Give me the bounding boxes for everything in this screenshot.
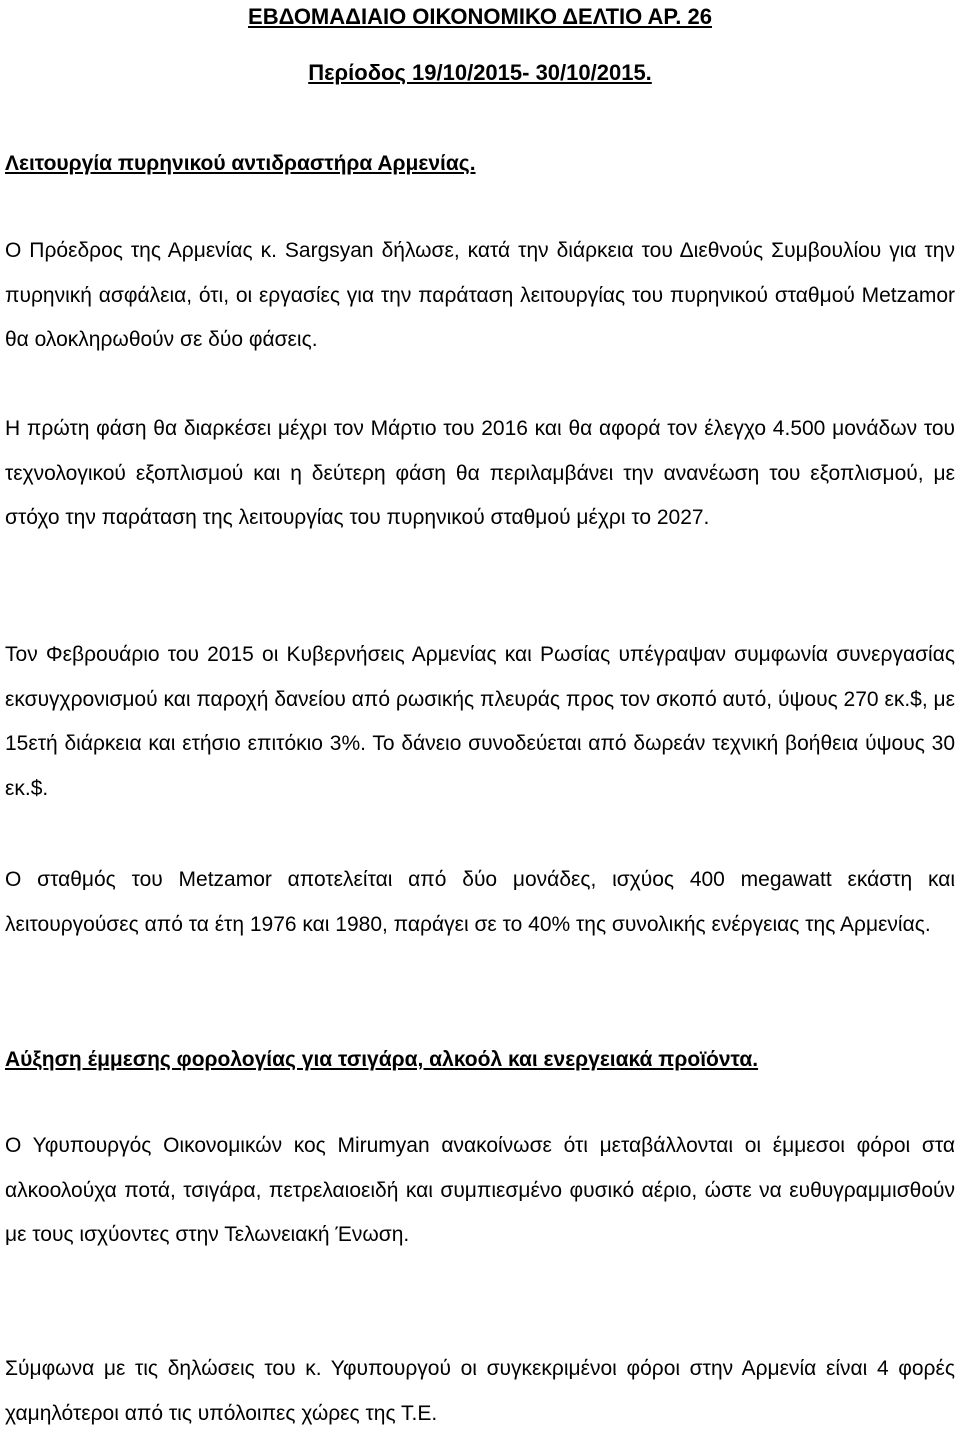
section-heading-nuclear: Λειτουργία πυρηνικού αντιδραστήρα Αρμενίας. [5,152,476,175]
paragraph-sargsyan-statement: Ο Πρόεδρος της Αρμενίας κ. Sargsyan δήλωσε, κατά την διάρκεια του Διεθνούς Συμβουλίου για την πυρηνική ασφάλεια, ότι, οι εργασίες για την παράταση λειτουργίας του πυρηνικού σταθμού Metzamor θα ολοκληρωθούν σε δύο φάσεις. [5,239,955,351]
paragraph-mirumyan-announcement: Ο Υφυπουργός Οικονομικών κος Mirumyan ανακοίνωσε ότι μεταβάλλονται οι έμμεσοι φόροι στα αλκοολούχα ποτά, τσιγάρα, πετρελαιοειδή και συμπιεσμένο φυσικό αέριο, ώστε να ευθυγραμμισθούν με τους ισχύοντες στην Τελωνειακή Ένωση. [5,1134,955,1246]
bulletin-title: ΕΒΔΟΜΑΔΙΑΙΟ ΟΙΚΟΝΟΜΙΚΟ ΔΕΛΤΙΟ ΑΡ. 26 [248,4,712,29]
paragraph-loan-agreement: Τον Φεβρουάριο του 2015 οι Κυβερνήσεις Αρμενίας και Ρωσίας υπέγραψαν συμφωνία συνεργασίας εκσυγχρονισμού και παροχή δανείου από ρωσικής πλευράς προς τον σκοπό αυτό, ύψους 270 εκ.$, με 15ετή διάρκεια και ετήσιο επιτόκιο 3%. Το δάνειο συνοδεύεται από δωρεάν τεχνική βοήθεια ύψους 30 εκ.$. [5,643,955,800]
section-heading-indirect-tax: Αύξηση έμμεσης φορολογίας για τσιγάρα, αλκοόλ και ενεργειακά προϊόντα. [5,1048,759,1071]
bulletin-period: Περίοδος 19/10/2015- 30/10/2015. [308,60,652,85]
paragraph-tax-comparison: Σύμφωνα με τις δηλώσεις του κ. Υφυπουργού οι συγκεκριμένοι φόροι στην Αρμενία είναι 4 φορές χαμηλότεροι από τις υπόλοιπες χώρες της Τ.Ε. [5,1357,955,1425]
paragraph-metzamor-units: Ο σταθμός του Metzamor αποτελείται από δύο μονάδες, ισχύος 400 megawatt εκάστη και λειτουργούσες από τα έτη 1976 και 1980, παράγει σε το 40% της συνολικής ενέργειας της Αρμενίας. [5,868,955,936]
paragraph-first-phase: Η πρώτη φάση θα διαρκέσει μέχρι τον Μάρτιο του 2016 και θα αφορά τον έλεγχο 4.500 μονάδων του τεχνολογικού εξοπλισμού και η δεύτερη φάση θα περιλαμβάνει την ανανέωση του εξοπλισμού, με στόχο την παράταση της λειτουργίας του πυρηνικού σταθμού μέχρι το 2027. [5,417,955,529]
